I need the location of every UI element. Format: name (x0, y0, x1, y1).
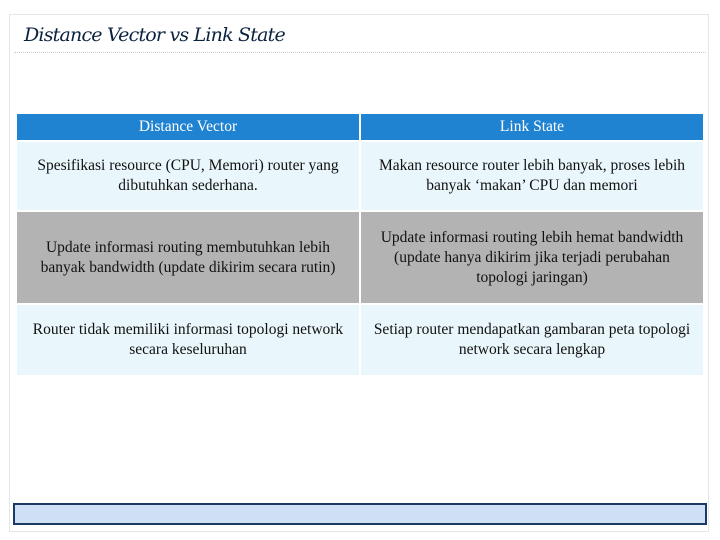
table-row (17, 304, 703, 376)
table-header-row (17, 114, 703, 141)
table-row (17, 211, 703, 304)
comparison-table (17, 114, 703, 377)
table-cell: Spesifikasi resource (CPU, Memori) router yang dibutuhkan sederhana. (17, 141, 360, 211)
footer-bar (13, 503, 707, 525)
table-cell: Update informasi routing membutuhkan lebih banyak bandwidth (update dikirim secara rutin) (17, 211, 360, 304)
header-distance-vector: Distance Vector (17, 114, 360, 141)
header-link-state: Link State (360, 114, 703, 141)
title-divider (14, 52, 706, 53)
table-cell: Setiap router mendapatkan gambaran peta topologi network secara lengkap (360, 304, 703, 376)
table-cell: Makan resource router lebih banyak, proses lebih banyak ‘makan’ CPU dan memori (360, 141, 703, 211)
table-cell: Update informasi routing lebih hemat bandwidth (update hanya dikirim jika terjadi perubahan topologi jaringan) (360, 211, 703, 304)
table-row (17, 141, 703, 211)
table-cell: Router tidak memiliki informasi topologi network secara keseluruhan (17, 304, 360, 376)
slide-title: Distance Vector vs Link State (24, 24, 285, 46)
